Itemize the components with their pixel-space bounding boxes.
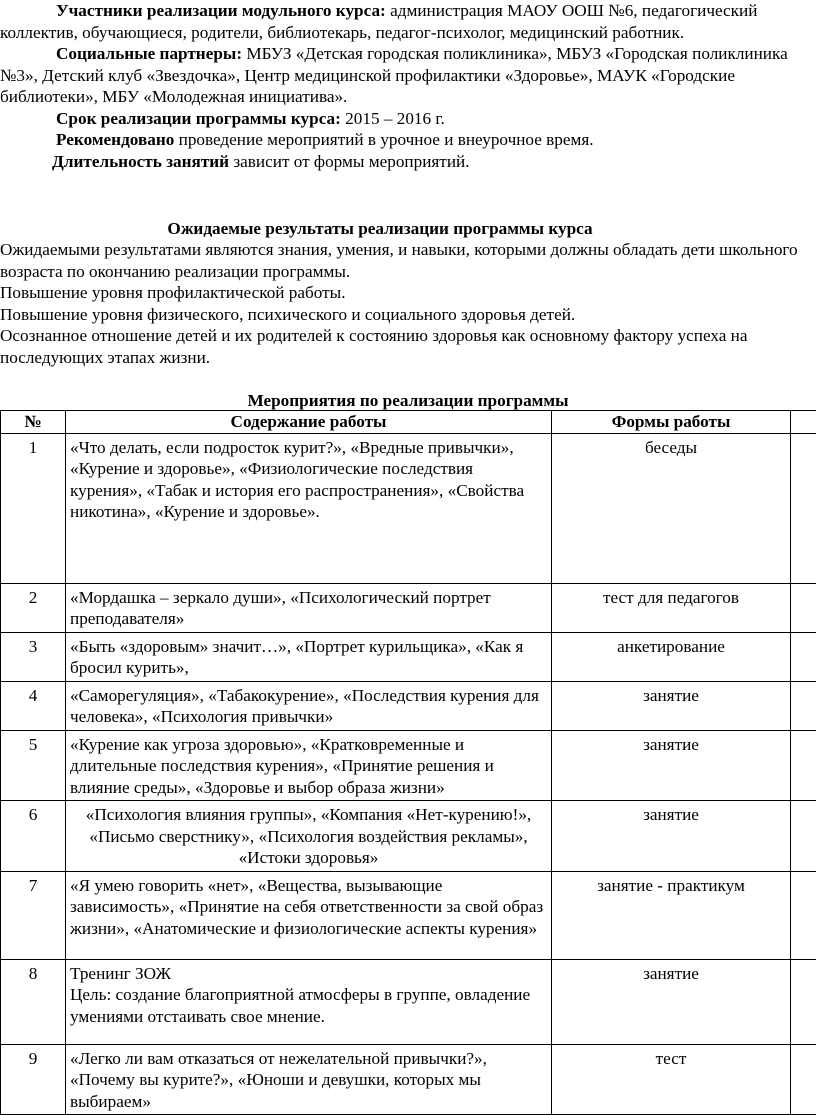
results-list xyxy=(0,239,812,368)
table-row xyxy=(1,632,816,681)
row-content: «Мордашка – зеркало души», «Психологический портрет преподавателя» xyxy=(66,583,552,632)
results-heading: Ожидаемые результаты реализации программы курса xyxy=(0,218,760,240)
events-heading: Мероприятия по реализации программы xyxy=(0,390,816,412)
header-empty-cell xyxy=(791,411,816,434)
table-row xyxy=(1,583,816,632)
row-num: 4 xyxy=(1,681,66,730)
row-content: «Я умею говорить «нет», «Вещества, вызывающие зависимость», «Принятие на себя ответственности за свой образ жизни», «Анатомические и физиологические аспекты курения» xyxy=(66,871,552,959)
duration-text: зависит от формы мероприятий. xyxy=(229,152,469,171)
recommended-paragraph xyxy=(0,129,812,151)
row-num: 7 xyxy=(1,871,66,959)
row-content: «Саморегуляция», «Табакокурение», «Последствия курения для человека», «Психология привычки» xyxy=(66,681,552,730)
header-content: Содержание работы xyxy=(66,411,552,434)
duration-label: Длительность занятий xyxy=(52,152,229,171)
table-row xyxy=(1,681,816,730)
table-row xyxy=(1,1044,816,1115)
empty-cell xyxy=(791,681,816,730)
results-line: Повышение уровня профилактической работы. xyxy=(0,282,812,304)
empty-cell xyxy=(791,801,816,872)
row-content xyxy=(66,959,552,1044)
results-line: Ожидаемыми результатами являются знания, умения, и навыки, которыми должны обладать дети школьного возраста по окончанию реализации программы. xyxy=(0,239,812,282)
table-row xyxy=(1,801,816,872)
row-content: «Быть «здоровым» значит…», «Портрет курильщика», «Как я бросил курить», xyxy=(66,632,552,681)
partners-text: МБУЗ «Детская городская поликлиника», МБУЗ «Городская поликлиника №3», Детский клуб «Звездочка», Центр медицинской профилактики «Здоровье», МАУК «Городские библиотеки», МБУ «Молодежная инициатива». xyxy=(0,44,788,106)
results-line: Повышение уровня физического, психического и социального здоровья детей. xyxy=(0,304,812,326)
empty-cell xyxy=(791,959,816,1044)
results-line: Осознанное отношение детей и их родителей к состоянию здоровья как основному фактору успеха на последующих этапах жизни. xyxy=(0,325,812,368)
table-row xyxy=(1,433,816,583)
row-content-goal: Цель: создание благоприятной атмосферы в группе, овладение умениями отстаивать свое мнение. xyxy=(70,984,547,1027)
term-text: 2015 – 2016 г. xyxy=(341,109,445,128)
row-form: занятие xyxy=(552,730,791,801)
row-num: 5 xyxy=(1,730,66,801)
duration-paragraph xyxy=(0,151,812,173)
partners-label: Социальные партнеры: xyxy=(56,44,242,63)
row-form: тест xyxy=(552,1044,791,1115)
row-num: 3 xyxy=(1,632,66,681)
row-form: занятие - практикум xyxy=(552,871,791,959)
empty-cell xyxy=(791,632,816,681)
empty-cell xyxy=(791,730,816,801)
row-form: занятие xyxy=(552,681,791,730)
participants-paragraph xyxy=(0,0,812,43)
row-form: занятие xyxy=(552,959,791,1044)
header-num: № xyxy=(1,411,66,434)
header-form: Формы работы xyxy=(552,411,791,434)
participants-text: администрация МАОУ ООШ №6, педагогический коллектив, обучающиеся, родители, библиотекарь, педагог-психолог, медицинский работник. xyxy=(0,1,757,42)
term-label: Срок реализации программы курса: xyxy=(56,109,341,128)
row-form: тест для педагогов xyxy=(552,583,791,632)
table-row xyxy=(1,871,816,959)
events-table xyxy=(0,410,816,1115)
table-row xyxy=(1,730,816,801)
row-content: «Что делать, если подросток курит?», «Вредные привычки», «Курение и здоровье», «Физиологические последствия курения», «Табак и история его распространения», «Свойства никотина», «Курение и здоровье». xyxy=(66,433,552,583)
row-content: «Легко ли вам отказаться от нежелательной привычки?», «Почему вы курите?», «Юноши и девушки, которых мы выбираем» xyxy=(66,1044,552,1115)
row-num: 9 xyxy=(1,1044,66,1115)
recommended-text: проведение мероприятий в урочное и внеурочное время. xyxy=(174,130,593,149)
partners-paragraph xyxy=(0,43,812,108)
term-paragraph xyxy=(0,108,812,130)
row-form: анкетирование xyxy=(552,632,791,681)
row-num: 2 xyxy=(1,583,66,632)
row-num: 1 xyxy=(1,433,66,583)
table-header-row xyxy=(1,411,816,434)
empty-cell xyxy=(791,583,816,632)
row-content-title: Тренинг ЗОЖ xyxy=(70,963,547,985)
row-form: беседы xyxy=(552,433,791,583)
recommended-label: Рекомендовано xyxy=(56,130,174,149)
course-info xyxy=(0,0,812,172)
empty-cell xyxy=(791,871,816,959)
row-content: «Курение как угроза здоровью», «Кратковременные и длительные последствия курения», «Принятие решения и влияние среды», «Здоровье и выбор образа жизни» xyxy=(66,730,552,801)
row-content: «Психология влияния группы», «Компания «Нет-курению!», «Письмо сверстнику», «Психология воздействия рекламы», «Истоки здоровья» xyxy=(66,801,552,872)
row-form: занятие xyxy=(552,801,791,872)
row-num: 8 xyxy=(1,959,66,1044)
table-row xyxy=(1,959,816,1044)
empty-cell xyxy=(791,433,816,583)
row-num: 6 xyxy=(1,801,66,872)
participants-label: Участники реализации модульного курса: xyxy=(56,1,386,20)
empty-cell xyxy=(791,1044,816,1115)
